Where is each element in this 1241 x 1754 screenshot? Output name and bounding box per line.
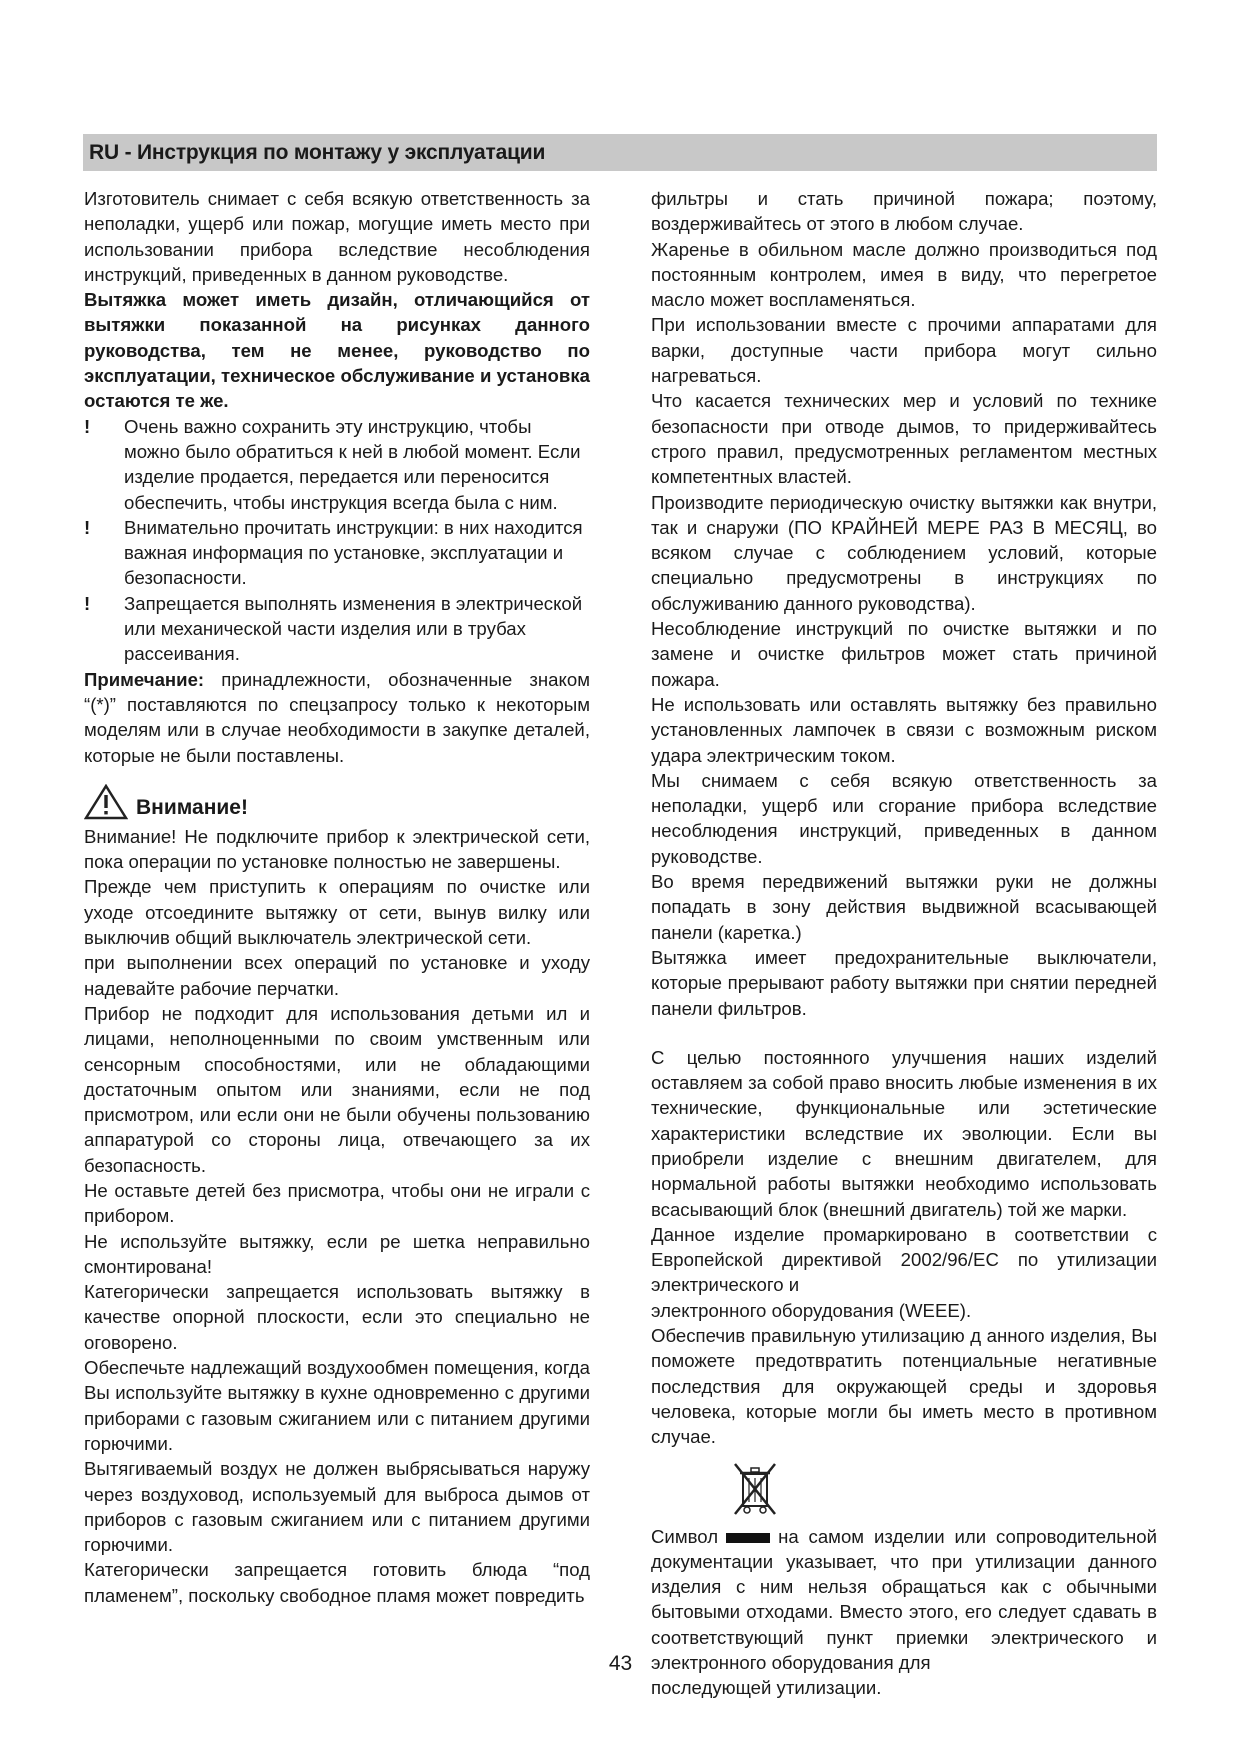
warning-paragraph: при выполнении всех операций по установке и уходу надевайте рабочие перчатки. [84, 952, 590, 999]
warning-heading [84, 784, 590, 820]
bullet-item [84, 414, 590, 515]
safety-paragraph: Мы снимаем с себя всякую ответственность за неполадки, ущерб или сгорание прибора вследствие несоблюдения инструкций, приведенных в данном руководстве. [651, 769, 1157, 867]
bullet-text: Внимательно прочитать инструкции: в них находится важная информация по установке, эксплуатации и безопасности. [124, 516, 583, 589]
weee-symbol [729, 1460, 781, 1518]
exclamation-icon: ! [84, 516, 91, 538]
section-title: RU - Инструкция по монтажу у эксплуатации [89, 141, 546, 164]
bullet-item [84, 591, 590, 667]
safety-paragraph: При использовании вместе с прочими аппаратами для варки, доступные части прибора могут сильно нагреваться. [651, 314, 1157, 387]
right-column [651, 186, 1157, 1701]
warning-title: Внимание! [136, 795, 248, 819]
warning-paragraph: Обеспечьте надлежащий воздухообмен помещения, когда Вы используйте вытяжку в кухне одновременно с другими приборами с газовым сжиганием или с питанием другими горючими. [84, 1357, 590, 1454]
disposal-paragraph: Обеспечив правильную утилизацию д анного изделия, Вы поможете предотвратить потенциальные негативные последствия для окружающей среды и здоровья человека, которые могли бы иметь место в противном случае. [651, 1325, 1157, 1448]
warning-paragraph: Категорически запрещается использовать вытяжку в качестве опорной плоскости, если это специально не оговорено. [84, 1281, 590, 1353]
left-column [84, 186, 590, 1608]
weee-paragraph: Данное изделие промаркировано в соответствии с Европейской директивой 2002/96/ЕС по утилизации электрического и [651, 1223, 1157, 1296]
disclaimer-paragraph: Изготовитель снимает с себя всякую ответственность за неполадки, ущерб или пожар, могущие иметь место при использовании прибора вследствие несоблюдения инструкций, приведенных в данном руководстве. [84, 188, 590, 285]
warning-paragraph: Категорически запрещается готовить блюда “под пламенем”, поскольку свободное пламя может повредить [84, 1559, 590, 1606]
symbol-text: на самом изделии или сопроводительной документации указывает, что при утилизации данного изделия с ним нельзя обращаться как с обычными бытовыми отходами. Вместо этого, его следует сдавать в соответствующий пункт приемки электрического и электронного оборудования для [651, 1525, 1157, 1674]
warning-paragraph: Внимание! Не подключите прибор к электрической сети, пока операции по установке полностью не завершены. [84, 825, 590, 873]
safety-paragraph: Не использовать или оставлять вытяжку без правильно установленных лампочек в связи с возможным риском удара электрическим током. [651, 693, 1157, 766]
crossed-bin-icon [729, 1460, 781, 1518]
bullet-text: Очень важно сохранить эту инструкцию, чтобы можно было обратиться к ней в любой момент. Если изделие продается, передается или переносится обеспечить, чтобы инструкция всегда была с ним. [124, 415, 581, 513]
safety-paragraph: Жаренье в обильном масле должно производиться под постоянным контролем, имея в виду, что перегретое масло может воспламеняться. [651, 238, 1157, 311]
exclamation-icon: ! [84, 592, 91, 614]
exclamation-icon: ! [84, 415, 91, 437]
weee-paragraph: электронного оборудования (WEEE). [651, 1299, 972, 1321]
note-text: принадлежности, обозначенные знаком “(*)” поставляются по спецзапросу только к некоторым моделям или в случае необходимости в закупке деталей, которые не были поставлены. [84, 668, 590, 766]
warning-paragraph: Прежде чем приступить к операциям по очистке или уходе отсоедините вытяжку от сети, вынув вилку или выключив общий выключатель электрической сети. [84, 876, 590, 949]
warning-paragraph: Прибор не подходит для использования детьми ил и лицами, неполноценными по своим умственным или сенсорным способностями, или не обладающими достаточным опытом или знаниями, если не под присмотром, или если они не были обучены пользованию аппаратурой со стороны лица, отвечающего за их безопасность. [84, 1002, 590, 1176]
safety-paragraph: Что касается технических мер и условий по технике безопасности при отводе дымов, то придерживайтесь строго правил, предусмотренных регламентом местных компетентных властей. [651, 390, 1157, 488]
safety-paragraph: Вытяжка имеет предохранительные выключатели, которые прерывают работу вытяжки при снятии передней панели фильтров. [651, 946, 1157, 1019]
warning-paragraph: Вытягиваемый воздух не должен выбрясываться наружу через воздуховод, используемый для выброса дымов от приборов с газовым сжиганием или с питанием другими горючими. [84, 1458, 590, 1556]
spacer [651, 1021, 1157, 1045]
symbol-last-line: последующей утилизации. [651, 1677, 882, 1699]
warning-triangle-icon [84, 784, 128, 820]
warning-paragraph: Не оставьте детей без присмотра, чтобы они не играли с прибором. [84, 1179, 590, 1227]
note-label: Примечание: [84, 668, 205, 690]
section-header [83, 134, 1157, 171]
bullet-item [84, 515, 590, 591]
note-paragraph [84, 667, 590, 768]
warning-paragraph: Не используйте вытяжку, если ре шетка неправильно смонтирована! [84, 1230, 590, 1277]
symbol-word: Символ [651, 1525, 719, 1547]
safety-paragraph: Во время передвижений вытяжки руки не должны попадать в зону действия выдвижной всасывающей панели (каретка.) [651, 871, 1157, 943]
black-bar-icon [726, 1533, 770, 1543]
page-number: 43 [608, 1652, 633, 1675]
safety-paragraph: Несоблюдение инструкций по очистке вытяжки и по замене и очистке фильтров может стать причиной пожара. [651, 618, 1157, 690]
improvement-paragraph: С целью постоянного улучшения наших изделий оставляем за собой право вносить любые изменения в их технические, функциональные или эстетические характеристики вследствие их эволюции. Если вы приобрели изделие с внешним двигателем, для нормальной работы вытяжки необходимо использовать всасывающий блок (внешний двигатель) той же марки. [651, 1046, 1157, 1220]
bullet-text: Запрещается выполнять изменения в электрической или механической части изделия или в трубах рассеивания. [124, 592, 583, 665]
safety-paragraph: фильтры и стать причиной пожара; поэтому, воздерживайтесь от этого в любом случае. [651, 188, 1157, 235]
safety-paragraph: Производите периодическую очистку вытяжки как внутри, так и снаружи (ПО КРАЙНЕЙ МЕРЕ РАЗ В МЕСЯЦ, во всяком случае с соблюдением условий, которые специально предусмотрены в инструкциях по обслуживанию данного руководства). [651, 491, 1157, 614]
design-note-paragraph: Вытяжка может иметь дизайн, отличающийся от вытяжки показанной на рисунках данного руководства, тем не менее, руководство по эксплуатации, техническое обслуживание и установка остаются те же. [84, 289, 590, 412]
